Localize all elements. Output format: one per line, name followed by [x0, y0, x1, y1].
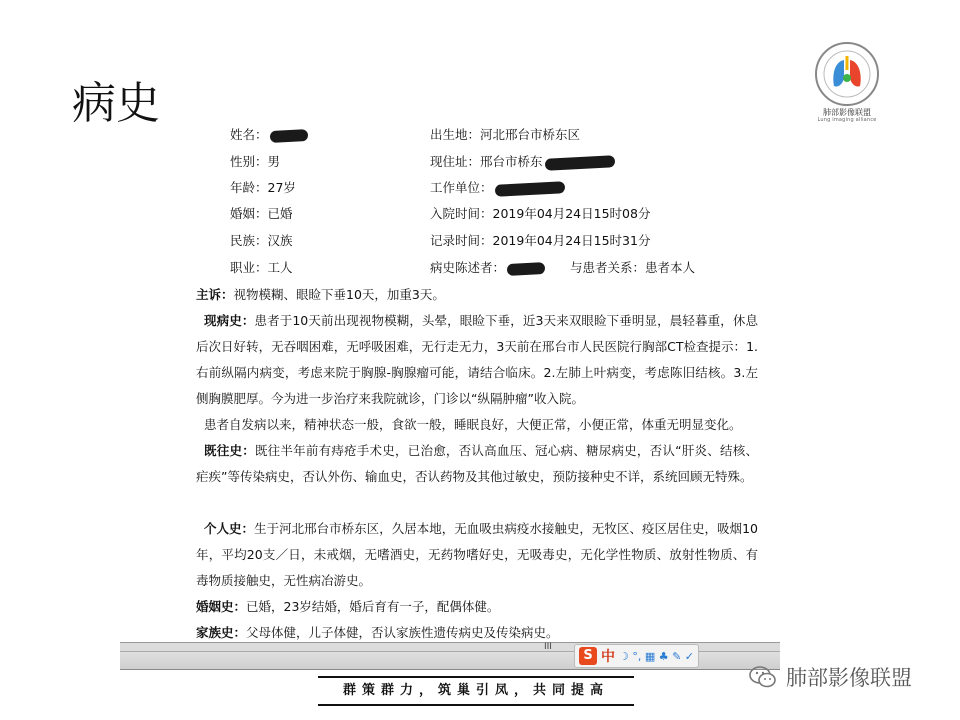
scrollbar-grip[interactable]: III	[544, 642, 552, 652]
record-field-occupation: 职业：工人	[230, 260, 293, 275]
record-field-address: 现住址：邢台市桥东	[430, 149, 615, 175]
motto-text: 群策群力，筑巢引凤，共同提高	[342, 683, 609, 698]
record-field-birthplace: 出生地：河北邢台市桥东区	[430, 127, 581, 142]
record-field-age: 年龄：27岁	[230, 180, 296, 195]
record-field-relation: 与患者关系：患者本人	[570, 260, 696, 275]
present-illness-general: 患者自发病以来，精神状态一般，食欲一般，睡眠良好，大便正常，小便正常，体重无明显变化。	[204, 417, 742, 432]
redaction-mark	[269, 129, 308, 143]
sogou-ime-icon[interactable]: S	[579, 647, 597, 665]
family-history: 家族史：父母体健，儿子体健，否认家族性遗传病史及传染病史。	[196, 625, 559, 640]
ime-language-toggle[interactable]: 中	[601, 649, 615, 665]
marital-history: 婚姻史：已婚，23岁结婚，婚后育有一子，配偶体健。	[196, 599, 500, 614]
medical-record-scan	[160, 120, 780, 640]
logo-name: 肺部影像联盟	[823, 108, 871, 117]
motto-banner	[318, 676, 634, 706]
watermark-text: 肺部影像联盟	[786, 666, 912, 690]
record-field-record-time: 记录时间：2019年04月24日15时31分	[430, 233, 651, 248]
record-field-narrator: 病史陈述者：	[430, 255, 545, 281]
redaction-mark	[544, 155, 615, 171]
chief-complaint: 主诉：视物模糊、眼睑下垂10天，加重3天。	[196, 287, 445, 302]
wechat-icon	[748, 664, 778, 690]
redaction-mark	[494, 181, 565, 197]
record-field-marital: 婚姻：已婚	[230, 206, 293, 221]
past-history: 既往史：既往半年前有痔疮手术史，已治愈，否认高血压、冠心病、糖尿病史，否认“肝炎、结核、疟疾”等传染病史，否认外伤、输血史，否认药物及其他过敏史，预防接种史不详，系统回顾无特殊。	[196, 443, 758, 484]
ime-status-bar[interactable]	[574, 644, 699, 668]
record-field-employer: 工作单位：	[430, 175, 565, 201]
record-field-sex: 性别：男	[230, 154, 281, 169]
redaction-mark	[507, 262, 546, 276]
ime-tool-icons[interactable]: ☽ °, ▦ ♣ ✎ ✓	[619, 649, 695, 663]
personal-history: 个人史：生于河北邢台市桥东区，久居本地，无血吸虫病疫水接触史，无牧区、疫区居住史，吸烟10年，平均20支／日，未戒烟，无嗜酒史，无药物嗜好史，无吸毒史，无化学性物质、放射性物质、有毒物质接触史，无性病冶游史。	[196, 521, 758, 588]
record-field-admission-time: 入院时间：2019年04月24日15时08分	[430, 206, 651, 221]
record-field-name: 姓名：	[230, 122, 308, 148]
present-illness: 现病史：患者于10天前出现视物模糊，头晕，眼睑下垂，近3天来双眼睑下垂明显，晨轻暮重，休息后次日好转，无吞咽困难，无呼吸困难，无行走无力，3天前在邢台市人民医院行胸部CT检查提示：1.右前纵隔内病变，考虑来院于胸腺-胸腺瘤可能，请结合临床。2.左肺上叶病变，考虑陈旧结核。3.左侧胸膜肥厚。今为进一步治疗来我院就诊，门诊以“纵隔肿瘤”收入院。	[196, 313, 758, 406]
slide-title: 病史	[72, 78, 160, 129]
record-field-ethnicity: 民族：汉族	[230, 233, 293, 248]
logo-subtitle: Lung imaging alliance	[817, 117, 877, 123]
